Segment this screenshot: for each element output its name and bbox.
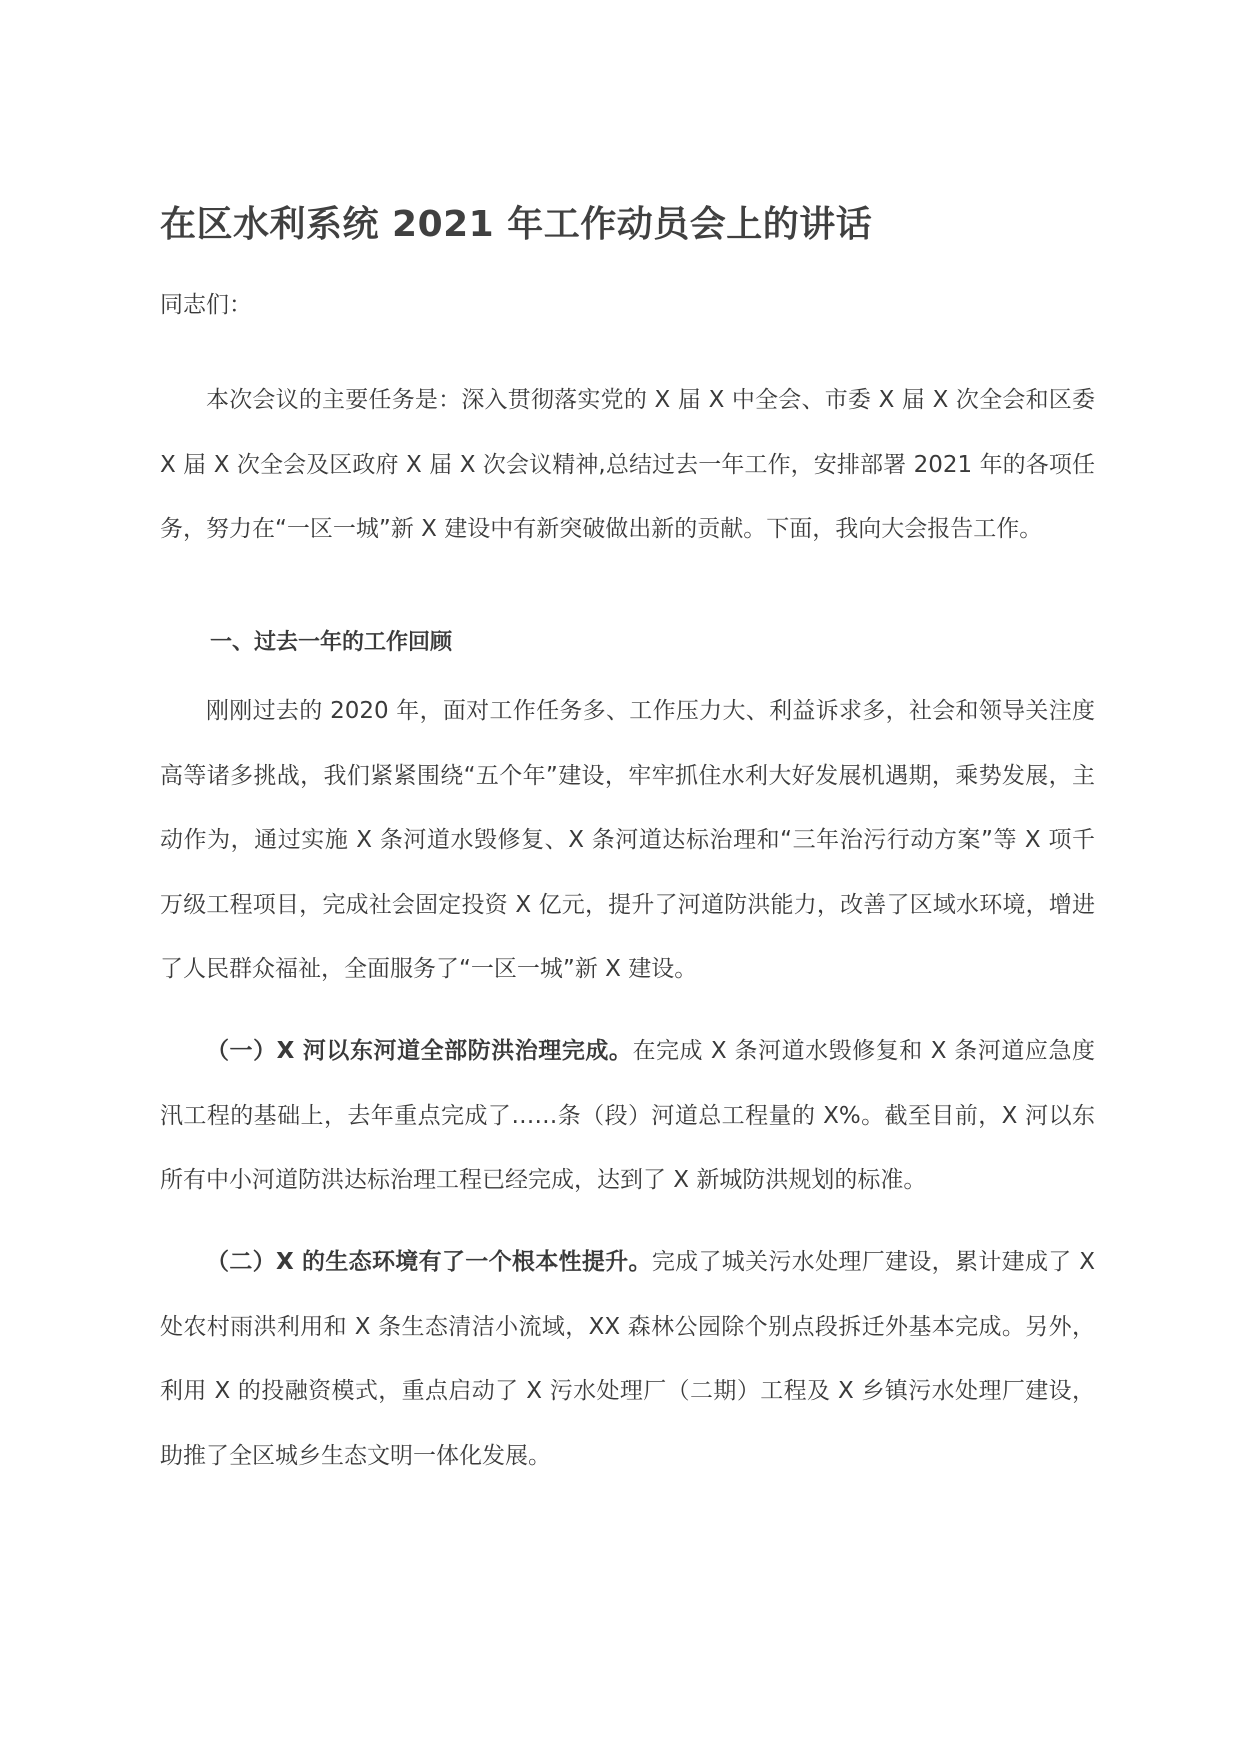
- item2-lead: （二）X 的生态环境有了一个根本性提升。: [206, 1249, 652, 1275]
- item1-lead: （一）X 河以东河道全部防洪治理完成。: [206, 1038, 633, 1064]
- item2-paragraph: [160, 1230, 1095, 1488]
- salutation: 同志们：: [160, 292, 252, 318]
- section-heading: 一、过去一年的工作回顾: [210, 630, 453, 655]
- intro-paragraph: 本次会议的主要任务是：深入贯彻落实党的 X 届 X 中全会、市委 X 届 X 次全会和区委 X 届 X 次全会及区政府 X 届 X 次会议精神,总结过去一年工作，安排部署 2021 年的各项任务，努力在“一区一城”新 X 建设中有新突破做出新的贡献。下面，我向大会报告工作。: [160, 387, 1095, 542]
- review-paragraph: 刚刚过去的 2020 年，面对工作任务多、工作压力大、利益诉求多，社会和领导关注度高等诸多挑战，我们紧紧围绕“五个年”建设，牢牢抓住水利大好发展机遇期，乘势发展，主动作为，通过实施 X 条河道水毁修复、X 条河道达标治理和“三年治污行动方案”等 X 项千万级工程项目，完成社会固定投资 X 亿元，提升了河道防洪能力，改善了区域水环境，增进了人民群众福祉，全面服务了“一区一城”新 X 建设。: [160, 698, 1095, 982]
- document-title: 在区水利系统 2021 年工作动员会上的讲话: [160, 204, 873, 245]
- item1-body: 在完成 X 条河道水毁修复和 X 条河道应急度汛工程的基础上，去年重点完成了……条（段）河道总工程量的 X%。截至目前，X 河以东所有中小河道防洪达标治理工程已经完成，达到了 X 新城防洪规划的标准。: [160, 1038, 1095, 1193]
- item1-paragraph: [160, 1019, 1095, 1213]
- item2-body: 完成了城关污水处理厂建设，累计建成了 X 处农村雨洪利用和 X 条生态清洁小流域，XX 森林公园除个别点段拆迁外基本完成。另外，利用 X 的投融资模式，重点启动了 X 污水处理厂（二期）工程及 X 乡镇污水处理厂建设，助推了全区城乡生态文明一体化发展。: [160, 1249, 1095, 1469]
